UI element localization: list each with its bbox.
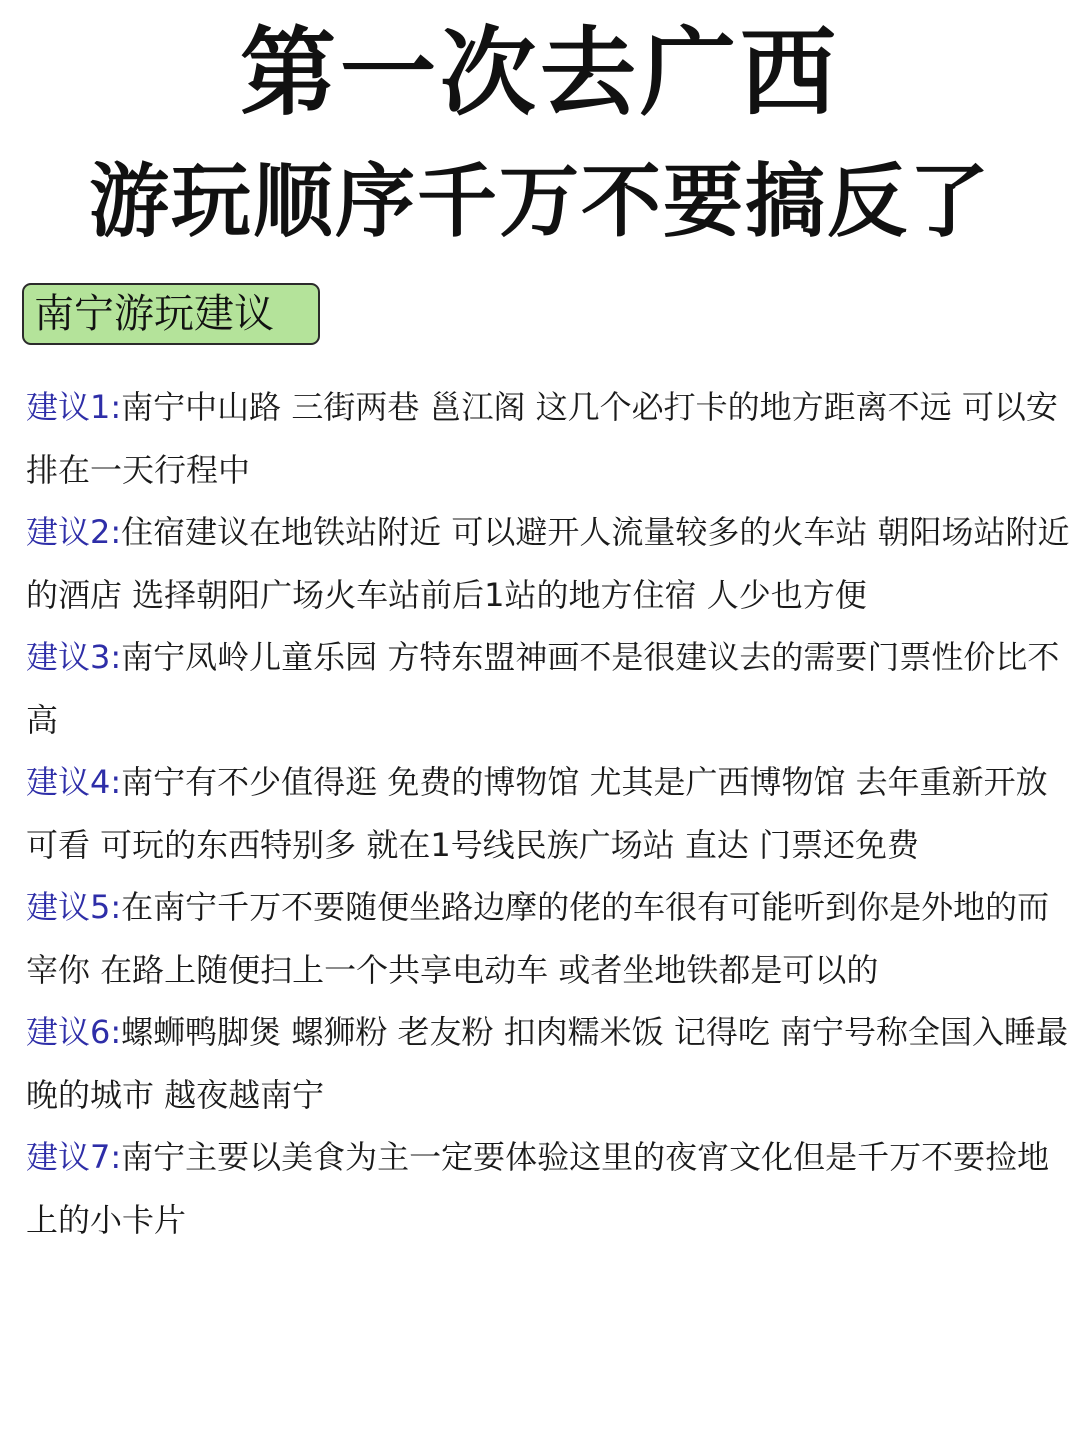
tip-item-3 — [26, 626, 1072, 751]
tip-label: 建议5: — [26, 888, 122, 926]
tip-label: 建议7: — [26, 1138, 122, 1176]
tip-label: 建议1: — [26, 388, 122, 426]
tip-item-1 — [26, 376, 1072, 501]
tip-text: 南宁有不少值得逛 免费的博物馆 尤其是广西博物馆 去年重新开放 可看 可玩的东西特别多 就在1号线民族广场站 直达 门票还免费 — [26, 763, 1048, 864]
tip-item-6 — [26, 1001, 1072, 1126]
tip-label: 建议3: — [26, 638, 122, 676]
tip-text: 螺蛳鸭脚煲 螺狮粉 老友粉 扣肉糯米饭 记得吃 南宁号称全国入睡最晚的城市 越夜越南宁 — [26, 1013, 1069, 1114]
tip-text: 南宁中山路 三街两巷 邕江阁 这几个必打卡的地方距离不远 可以安排在一天行程中 — [26, 388, 1058, 489]
tip-item-2 — [26, 501, 1072, 626]
tip-item-7 — [26, 1126, 1072, 1251]
page-subtitle: 游玩顺序千万不要搞反了 — [89, 155, 991, 248]
tip-text: 南宁主要以美食为主一定要体验这里的夜宵文化但是千万不要捡地上的小卡片 — [26, 1138, 1050, 1239]
tips-list — [26, 376, 1072, 1251]
tip-item-5 — [26, 876, 1072, 1001]
section-tag: 南宁游玩建议 — [22, 283, 320, 345]
tip-text: 南宁凤岭儿童乐园 方特东盟神画不是很建议去的需要门票性价比不高 — [26, 638, 1060, 739]
tip-item-4 — [26, 751, 1072, 876]
page-title: 第一次去广西 — [240, 17, 840, 129]
tip-label: 建议4: — [26, 763, 122, 801]
tip-label: 建议2: — [26, 513, 122, 551]
tip-text: 住宿建议在地铁站附近 可以避开人流量较多的火车站 朝阳场站附近的酒店 选择朝阳广场火车站前后1站的地方住宿 人少也方便 — [26, 513, 1070, 614]
tip-label: 建议6: — [26, 1013, 122, 1051]
tip-text: 在南宁千万不要随便坐路边摩的佬的车很有可能听到你是外地的而宰你 在路上随便扫上一个共享电动车 或者坐地铁都是可以的 — [26, 888, 1050, 989]
